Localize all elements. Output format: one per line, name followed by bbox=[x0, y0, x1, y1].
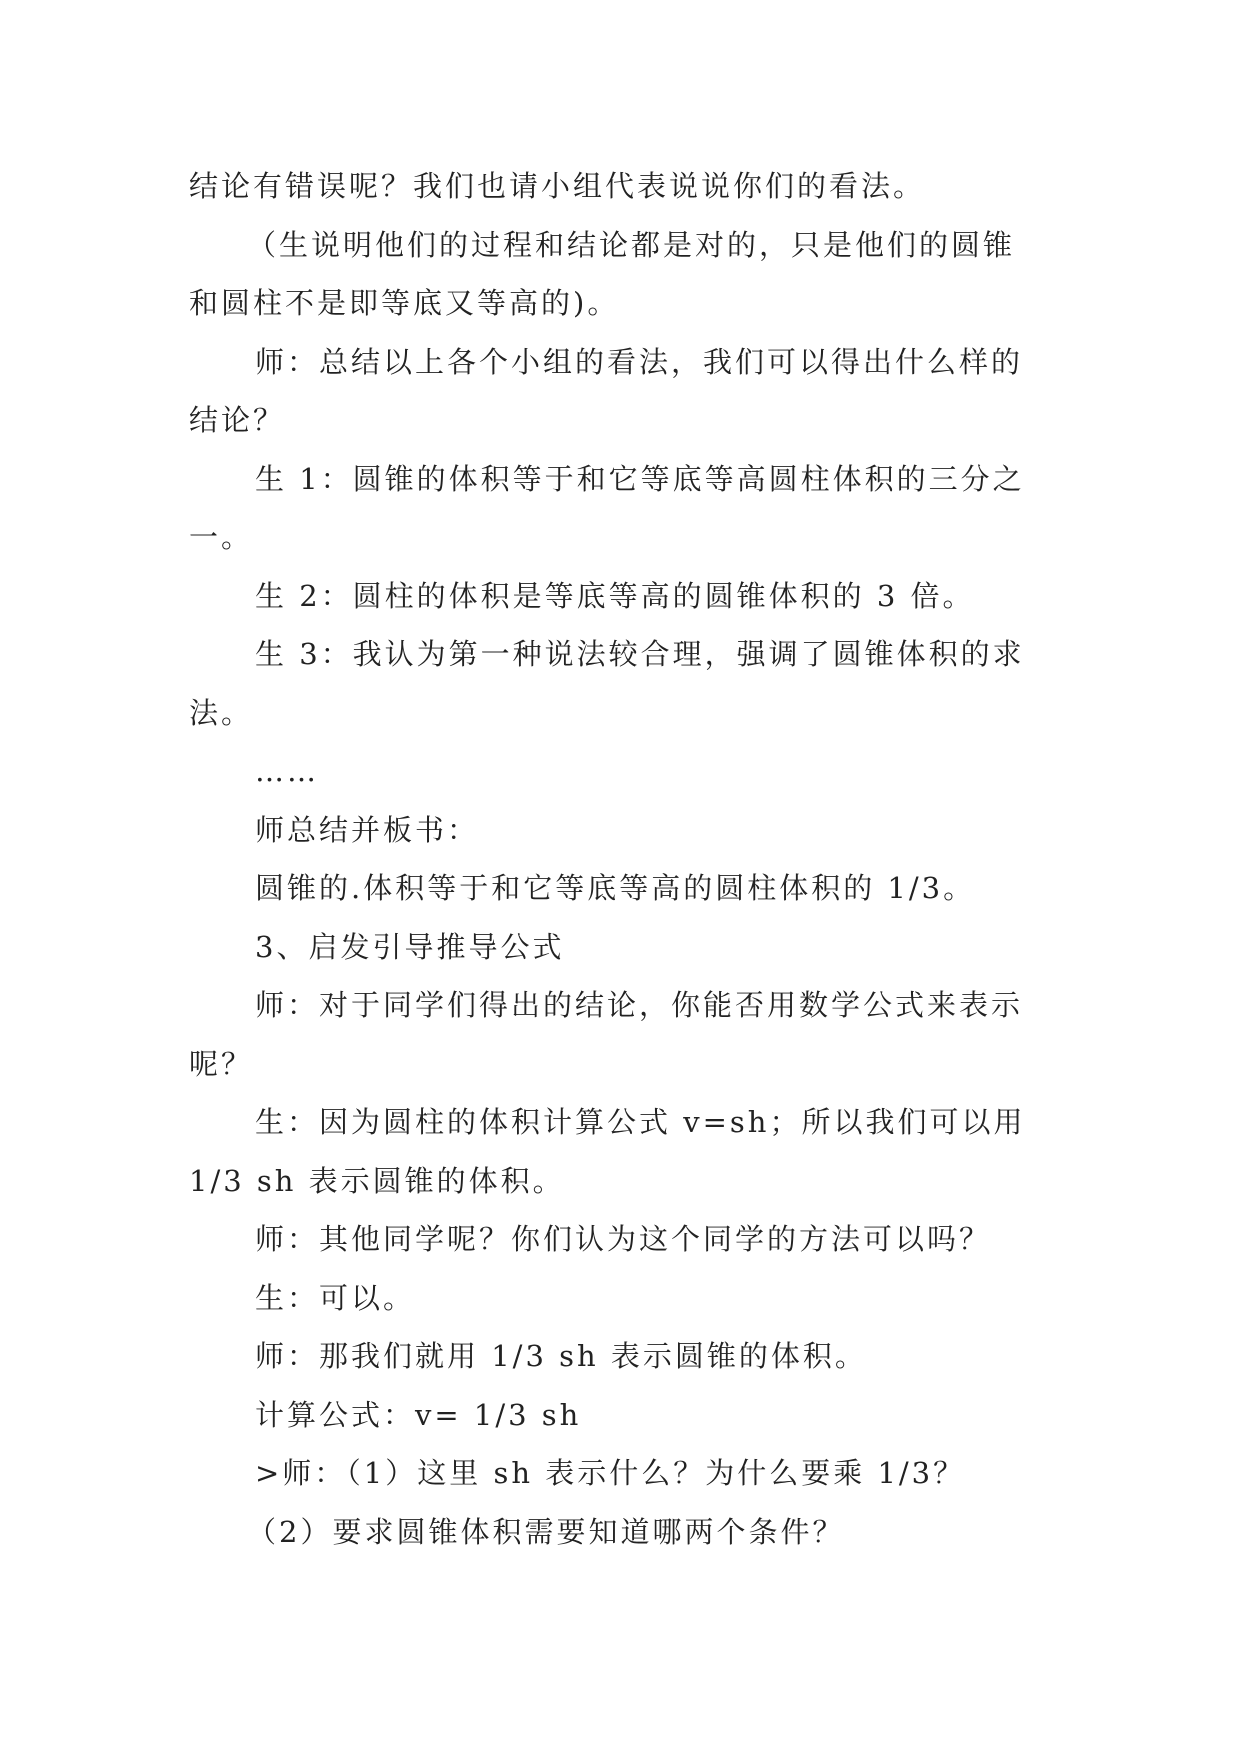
text-line-24: （2）要求圆锥体积需要知道哪两个条件？ bbox=[247, 1514, 845, 1549]
text-line-22: 计算公式：v= 1/3 sh bbox=[255, 1397, 582, 1432]
text-line-23: >师：（1）这里 sh 表示什么？为什么要乘 1/3？ bbox=[255, 1456, 966, 1490]
text-line-21: 师：那我们就用 1/3 sh 表示圆锥的体积。 bbox=[255, 1339, 867, 1373]
text-line-3: 和圆柱不是即等底又等高的)。 bbox=[189, 286, 620, 320]
text-line-13: 圆锥的.体积等于和它等底等高的圆柱体积的 1/3。 bbox=[255, 871, 976, 905]
text-line-11: …… bbox=[255, 754, 319, 788]
text-line-7: 一。 bbox=[189, 520, 254, 554]
text-line-6: 生 1：圆锥的体积等于和它等底等高圆柱体积的三分之 bbox=[255, 461, 1025, 496]
text-line-14: 3、启发引导推导公式 bbox=[255, 929, 565, 964]
text-line-19: 师：其他同学呢？你们认为这个同学的方法可以吗？ bbox=[255, 1222, 992, 1256]
document-body bbox=[189, 157, 1049, 1561]
text-line-5: 结论？ bbox=[189, 403, 286, 437]
text-line-4: 师：总结以上各个小组的看法，我们可以得出什么样的 bbox=[255, 344, 1024, 379]
text-line-12: 师总结并板书： bbox=[255, 812, 480, 847]
text-line-20: 生：可以。 bbox=[255, 1280, 416, 1315]
text-line-16: 呢？ bbox=[189, 1046, 254, 1081]
text-line-18: 1/3 sh 表示圆锥的体积。 bbox=[189, 1163, 565, 1198]
text-line-2: （生说明他们的过程和结论都是对的，只是他们的圆锥 bbox=[247, 227, 1016, 262]
text-line-10: 法。 bbox=[189, 695, 254, 730]
text-line-9: 生 3：我认为第一种说法较合理，强调了圆锥体积的求 bbox=[255, 637, 1025, 671]
text-line-15: 师：对于同学们得出的结论，你能否用数学公式来表示 bbox=[255, 988, 1024, 1022]
text-line-1: 结论有错误呢？我们也请小组代表说说你们的看法。 bbox=[189, 169, 926, 203]
text-line-17: 生：因为圆柱的体积计算公式 v=sh；所以我们可以用 bbox=[255, 1105, 1026, 1139]
text-line-8: 生 2：圆柱的体积是等底等高的圆锥体积的 3 倍。 bbox=[255, 578, 975, 613]
